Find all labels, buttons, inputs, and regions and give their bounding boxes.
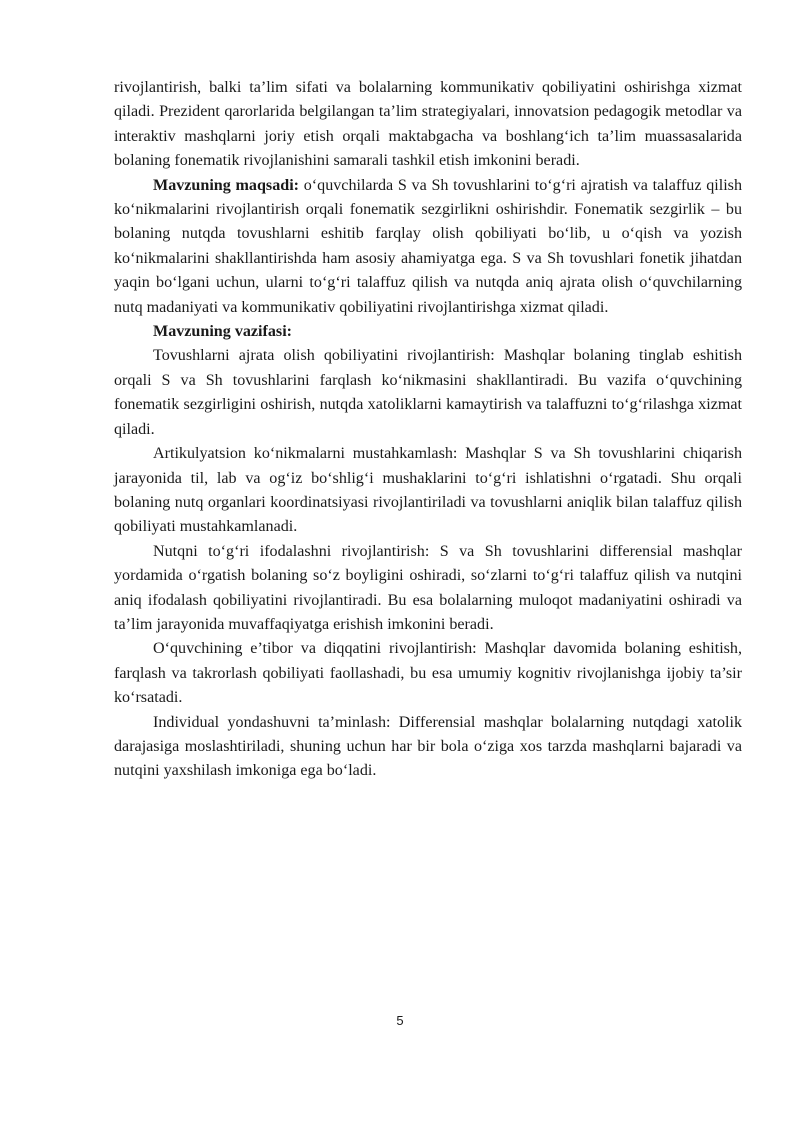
tasks-heading: Mavzuning vazifasi:: [153, 323, 293, 341]
document-body: [114, 76, 742, 784]
task-paragraph-5: Individual yondashuvni ta’minlash: Differensial mashqlar bolalarning nutqdagi xatolik darajasiga moslashtiriladi, shuning uchun har bir bola o‘ziga xos tarzda mashqlarni bajaradi va nutqini yaxshilash imkoniga ega bo‘ladi.: [114, 713, 742, 780]
task-paragraph-2: Artikulyatsion ko‘nikmalarni mustahkamlash: Mashqlar S va Sh tovushlarini chiqarish jarayonida til, lab va og‘iz bo‘shlig‘i mushaklarini to‘g‘ri ishlatishni o‘rgatadi. Shu orqali bolaning nutq organlari koordinatsiyasi rivojlantiriladi va tovushlarni aniqlik bilan talaffuz qilish qobiliyati mustahkamlanadi.: [114, 445, 742, 536]
task-paragraph-4: O‘quvchining e’tibor va diqqatini rivojlantirish: Mashqlar davomida bolaning eshitish, farqlash va takrorlash qobiliyati faollashadi, bu esa umumiy kognitiv rivojlanishga ijobiy ta’sir ko‘rsatadi.: [114, 640, 742, 707]
task-paragraph-1: Tovushlarni ajrata olish qobiliyatini rivojlantirish: Mashqlar bolaning tinglab eshitish orqali S va Sh tovushlarini farqlash ko‘nikmasini shakllantiradi. Bu vazifa o‘quvchining fonematik sezgirligini oshirish, nutqda xatoliklarni kamaytirish va talaffuzni to‘g‘rilashga xizmat qiladi.: [114, 347, 742, 438]
intro-paragraph: rivojlantirish, balki ta’lim sifati va bolalarning kommunikativ qobiliyatini oshirishga xizmat qiladi. Prezident qarorlarida belgilangan ta’lim strategiyalari, innovatsion pedagogik metodlar va interaktiv mashqlarni joriy etish orqali maktabgacha va boshlang‘ich ta’lim muassasalarida bolaning fonematik rivojlanishini samarali tashkil etish imkonini beradi.: [114, 79, 742, 170]
goal-paragraph: [114, 174, 742, 320]
goal-text: o‘quvchilarda S va Sh tovushlarini to‘g‘ri ajratish va talaffuz qilish ko‘nikmalarini rivojlantirish orqali fonematik sezgirlikni oshirishdir. Fonematik sezgirlik – bu bolaning nutqda tovushlarni eshitib farqlay olish qobiliyati bo‘lib, u o‘qish va yozish ko‘nikmalarini shakllantirishda ham asosiy ahamiyatga ega. S va Sh tovushlari fonetik jihatdan yaqin bo‘lgani uchun, ularni to‘g‘ri talaffuz qilish va nutqda aniq ajrata olish o‘quvchilarning nutq madaniyati va kommunikativ qobiliyatini rivojlantirishga xizmat qiladi.: [114, 176, 742, 316]
task-paragraph-3: Nutqni to‘g‘ri ifodalashni rivojlantirish: S va Sh tovushlarini differensial mashqlar yordamida o‘rgatish bolaning so‘z boyligini oshiradi, so‘zlarni to‘g‘ri talaffuz qilish va nutqini aniq ifodalash qobiliyatini rivojlantiradi. Bu esa bolalarning muloqot madaniyatini oshiradi va ta’lim jarayonida muvaffaqiyatga erishish imkonini beradi.: [114, 542, 742, 633]
goal-label: Mavzuning maqsadi:: [153, 176, 300, 194]
page-number: 5: [396, 1013, 404, 1028]
